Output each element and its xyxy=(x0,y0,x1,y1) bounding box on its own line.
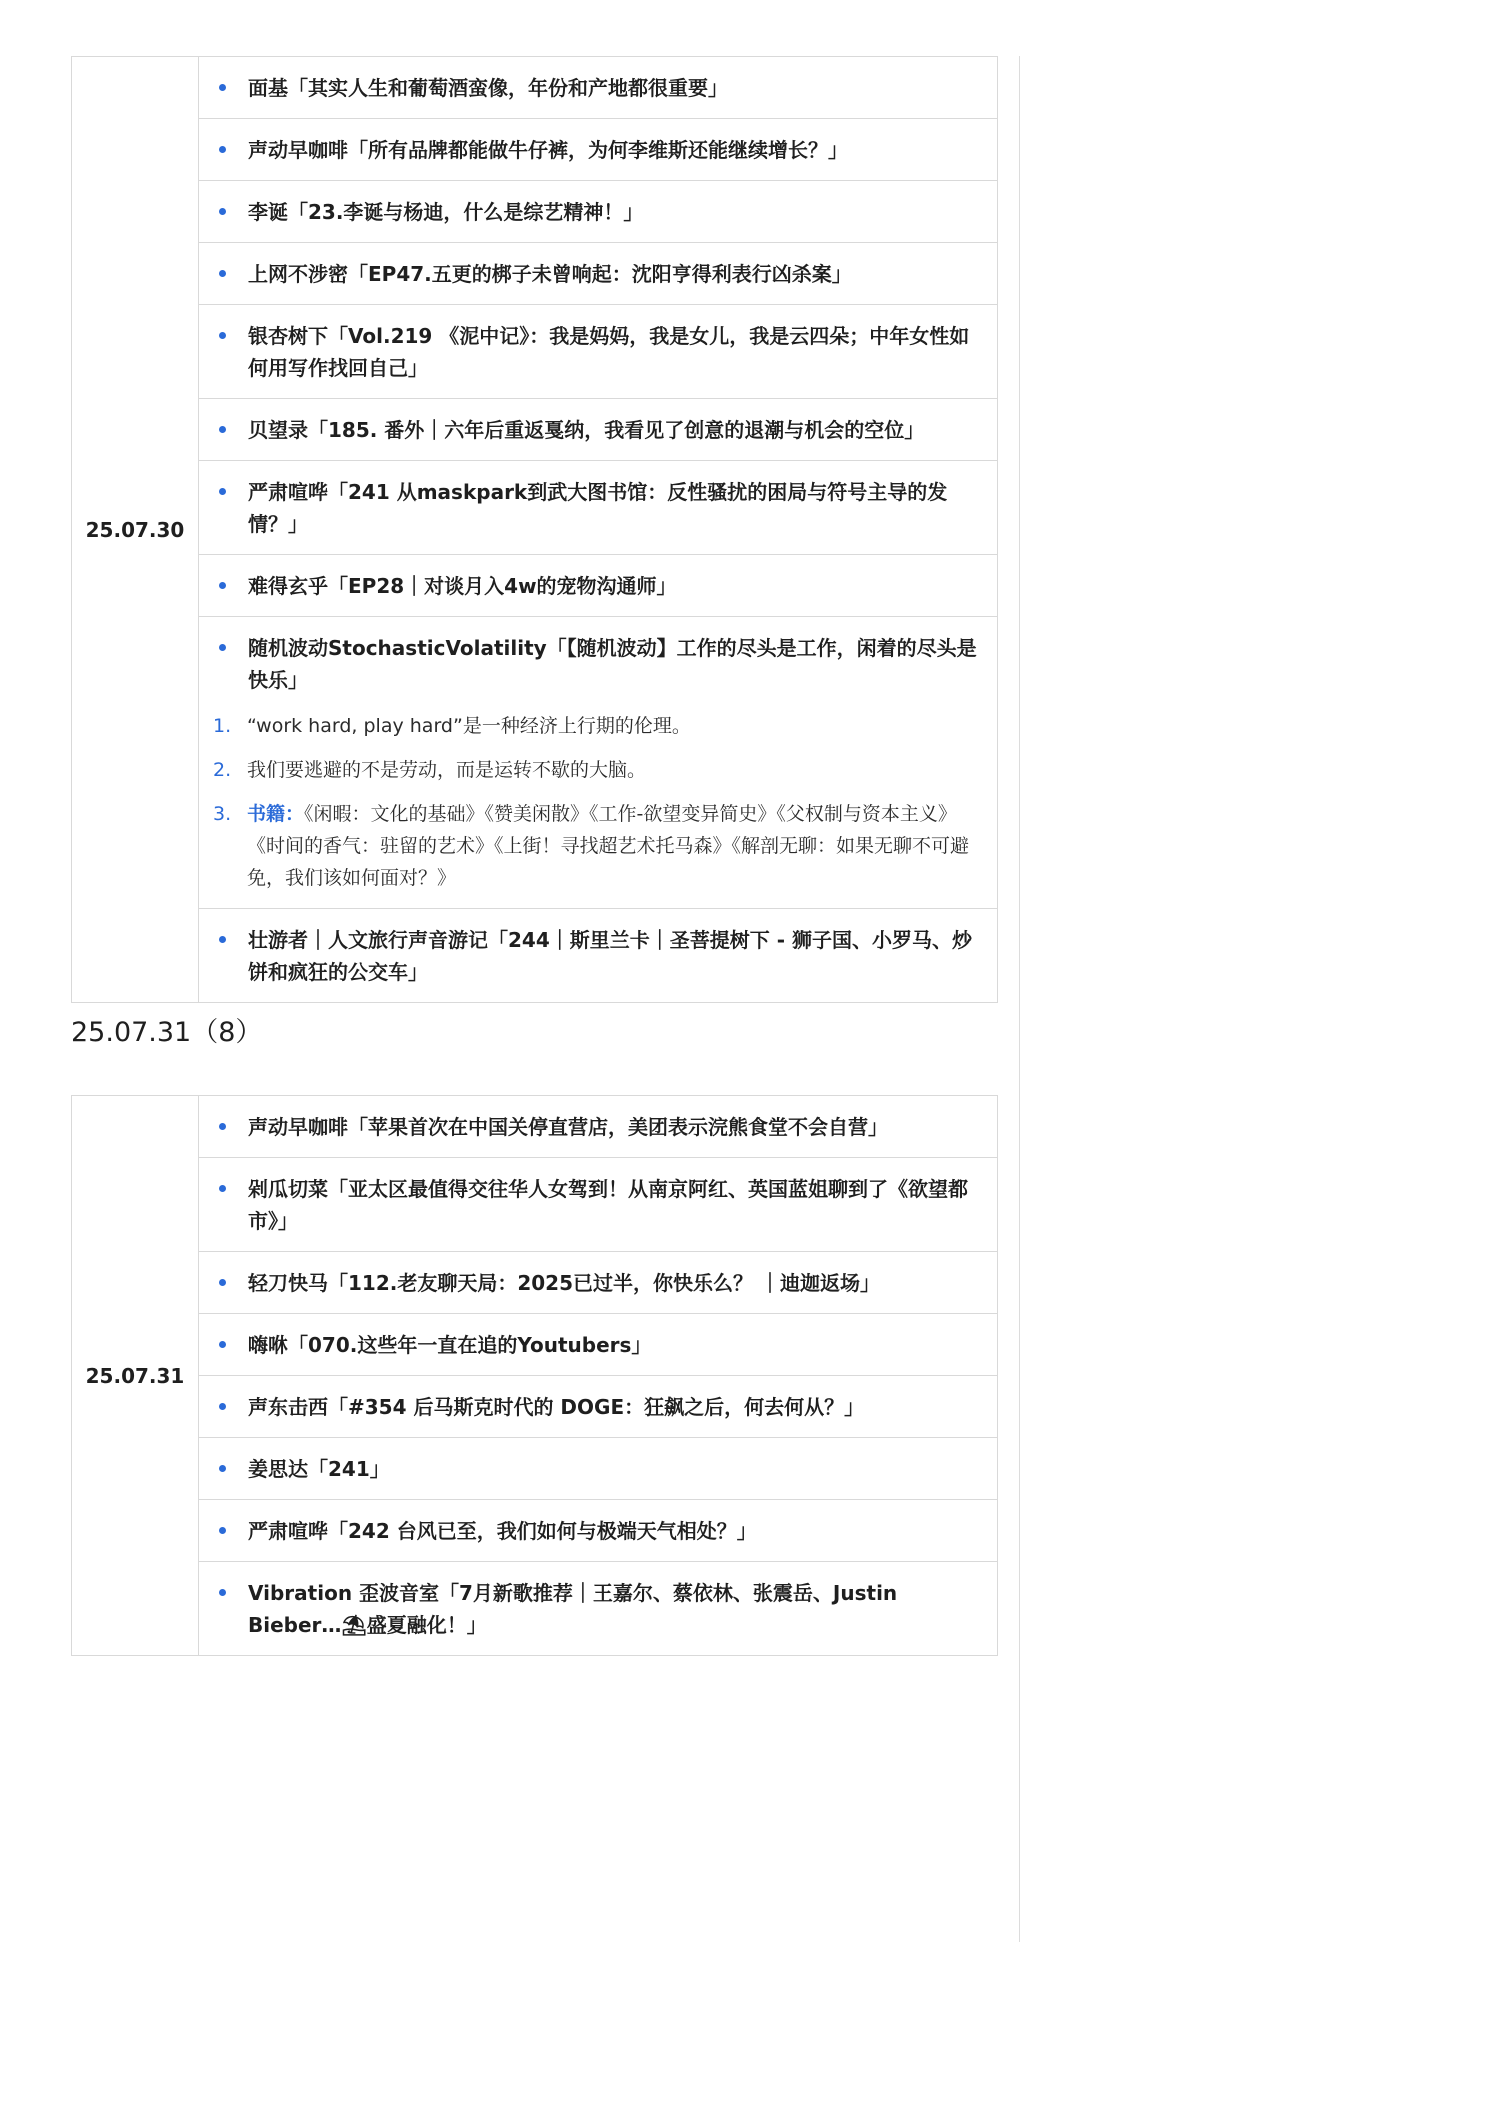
table-row xyxy=(72,1158,998,1252)
table-row xyxy=(72,243,998,305)
table-row xyxy=(72,1096,998,1158)
note-item xyxy=(213,798,985,894)
episode-title: 难得玄乎「EP28｜对谈月入4w的宠物沟通师」 xyxy=(248,574,677,598)
bullet-icon xyxy=(219,1279,226,1286)
episode-title: 严肃喧哗「242 台风已至，我们如何与极端天气相处？」 xyxy=(248,1519,757,1543)
note-item xyxy=(213,754,985,786)
episode-cell xyxy=(199,1314,998,1376)
list-item xyxy=(213,134,985,166)
episode-title: 银杏树下「Vol.219 《泥中记》：我是妈妈，我是女儿，我是云四朵；中年女性如何用写作找回自己」 xyxy=(248,324,970,380)
bullet-icon xyxy=(219,1185,226,1192)
episode-title: 声东击西「#354 后马斯克时代的 DOGE：狂飙之后，何去何从？」 xyxy=(248,1395,865,1419)
list-item xyxy=(213,924,985,988)
list-item xyxy=(213,1453,985,1485)
note-text-wrapper xyxy=(247,798,985,894)
table-row xyxy=(72,57,998,119)
episode-cell xyxy=(199,555,998,617)
note-text: 我们要逃避的不是劳动，而是运转不歇的大脑。 xyxy=(247,759,647,781)
episode-cell xyxy=(199,461,998,555)
list-item xyxy=(213,72,985,104)
bullet-icon xyxy=(219,1465,226,1472)
episode-title: 贝望录「185. 番外｜六年后重返戛纳，我看见了创意的退潮与机会的空位」 xyxy=(248,418,925,442)
table-row xyxy=(72,1562,998,1656)
episode-title: 声动早咖啡「苹果首次在中国关停直营店，美团表示浣熊食堂不会自营」 xyxy=(248,1115,888,1139)
note-item xyxy=(213,710,985,742)
table-row xyxy=(72,461,998,555)
episode-cell xyxy=(199,181,998,243)
episode-title: 姜思达「241」 xyxy=(248,1457,390,1481)
bullet-icon xyxy=(219,146,226,153)
table-row xyxy=(72,1500,998,1562)
bullet-icon xyxy=(219,426,226,433)
episode-table-0730 xyxy=(71,56,998,1003)
bullet-icon xyxy=(219,208,226,215)
episode-cell xyxy=(199,57,998,119)
list-item xyxy=(213,1391,985,1423)
list-item xyxy=(213,1329,985,1361)
bullet-icon xyxy=(219,1589,226,1596)
bullet-icon xyxy=(219,936,226,943)
list-item xyxy=(213,1267,985,1299)
episode-title: Vibration 歪波音室「7月新歌推荐｜王嘉尔、蔡依林、张震岳、Justin Bieber…⛱盛夏融化！」 xyxy=(248,1581,898,1637)
bullet-icon xyxy=(219,488,226,495)
episode-title: 轻刀快马「112.老友聊天局：2025已过半，你快乐么？ ｜迪迦返场」 xyxy=(248,1271,880,1295)
table-row xyxy=(72,1376,998,1438)
table-row xyxy=(72,1314,998,1376)
page-vertical-rule xyxy=(1019,56,1020,1942)
table-row xyxy=(72,555,998,617)
episode-title: 剁瓜切菜「亚太区最值得交往华人女驾到！从南京阿红、英国蓝姐聊到了《欲望都市》」 xyxy=(248,1177,968,1233)
date-cell: 25.07.30 xyxy=(72,57,199,1003)
episode-title: 嗨咻「070.这些年一直在追的Youtubers」 xyxy=(248,1333,652,1357)
episode-cell xyxy=(199,243,998,305)
episode-title: 声动早咖啡「所有品牌都能做牛仔裤，为何李维斯还能继续增长？」 xyxy=(248,138,848,162)
episode-cell xyxy=(199,909,998,1003)
bullet-icon xyxy=(219,1527,226,1534)
note-number: 1. xyxy=(213,715,232,737)
table-row xyxy=(72,1252,998,1314)
episode-title: 严肃喧哗「241 从maskpark到武大图书馆：反性骚扰的困局与符号主导的发情？」 xyxy=(248,480,948,536)
episode-cell xyxy=(199,1500,998,1562)
episode-cell xyxy=(199,1158,998,1252)
episode-cell xyxy=(199,617,998,909)
bullet-icon xyxy=(219,332,226,339)
list-item xyxy=(213,632,985,696)
list-item xyxy=(213,320,985,384)
list-item xyxy=(213,570,985,602)
bullet-icon xyxy=(219,1123,226,1130)
table-row xyxy=(72,617,998,909)
books-list: 《闲暇：文化的基础》《赞美闲散》《工作-欲望变异简史》《父权制与资本主义》《时间的香气：驻留的艺术》《上街！寻找超艺术托马森》《解剖无聊：如果无聊不可避免，我们该如何面对？》 xyxy=(247,803,970,889)
table-row xyxy=(72,1438,998,1500)
list-item xyxy=(213,1173,985,1237)
episode-table-0731 xyxy=(71,1095,998,1656)
table-row xyxy=(72,305,998,399)
table-row xyxy=(72,181,998,243)
episode-cell xyxy=(199,1438,998,1500)
date-cell: 25.07.31 xyxy=(72,1096,199,1656)
bullet-icon xyxy=(219,84,226,91)
table-row xyxy=(72,119,998,181)
bullet-icon xyxy=(219,644,226,651)
list-item xyxy=(213,1515,985,1547)
list-item xyxy=(213,476,985,540)
episode-cell xyxy=(199,119,998,181)
note-number: 2. xyxy=(213,759,232,781)
section-heading: 25.07.31（8） xyxy=(71,1017,263,1048)
episode-title: 李诞「23.李诞与杨迪，什么是综艺精神！」 xyxy=(248,200,644,224)
episode-cell xyxy=(199,1376,998,1438)
note-number: 3. xyxy=(213,803,232,825)
table-row xyxy=(72,909,998,1003)
bullet-icon xyxy=(219,270,226,277)
note-text: “work hard, play hard”是一种经济上行期的伦理。 xyxy=(247,715,691,737)
episode-title: 壮游者｜人文旅行声音游记「244｜斯里兰卡｜圣菩提树下 - 狮子国、小罗马、炒饼和疯狂的公交车」 xyxy=(248,928,972,984)
books-label: 书籍： xyxy=(247,803,305,825)
episode-notes xyxy=(213,710,985,894)
episode-title: 上网不涉密「EP47.五更的梆子未曾响起：沈阳亨得利表行凶杀案」 xyxy=(248,262,852,286)
episode-cell xyxy=(199,1562,998,1656)
list-item xyxy=(213,258,985,290)
bullet-icon xyxy=(219,1341,226,1348)
episode-title: 随机波动StochasticVolatility「【随机波动】工作的尽头是工作，闲着的尽头是快乐」 xyxy=(248,636,977,692)
list-item xyxy=(213,196,985,228)
episode-cell xyxy=(199,1096,998,1158)
episode-cell xyxy=(199,305,998,399)
bullet-icon xyxy=(219,582,226,589)
bullet-icon xyxy=(219,1403,226,1410)
episode-title: 面基「其实人生和葡萄酒蛮像，年份和产地都很重要」 xyxy=(248,76,728,100)
table-row xyxy=(72,399,998,461)
episode-cell xyxy=(199,399,998,461)
list-item xyxy=(213,1111,985,1143)
episode-cell xyxy=(199,1252,998,1314)
list-item xyxy=(213,414,985,446)
list-item xyxy=(213,1577,985,1641)
